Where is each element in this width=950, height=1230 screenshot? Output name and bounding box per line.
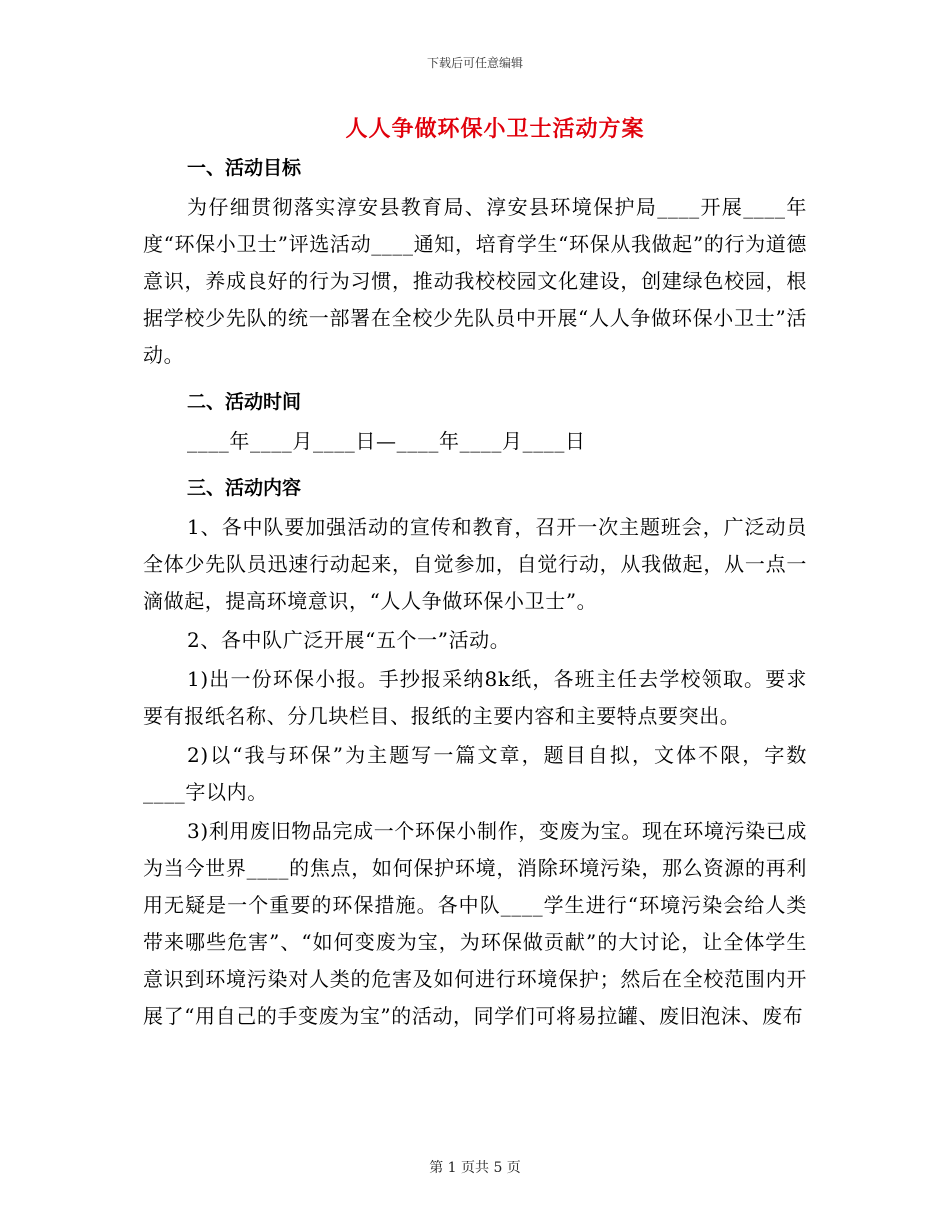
goal-paragraph: 为仔细贯彻落实淳安县教育局、淳安县环境保护局____开展____年度“环保小卫士”评选活动____通知，培育学生“环保从我做起”的行为道德意识，养成良好的行为习惯，推动我校校园文化建设，创建绿色校园，根据学校少先队的统一部署在全校少先队员中开展“人人争做环保小卫士”活动。 bbox=[143, 195, 807, 367]
content-item-2: 2、各中队广泛开展“五个一”活动。 bbox=[187, 628, 511, 652]
content-item-1: 1、各中队要加强活动的宣传和教育，召开一次主题班会，广泛动员全体少先队员迅速行动起来，自觉参加，自觉行动，从我做起，从一点一滴做起，提高环境意识，“人人争做环保小卫士”。 bbox=[143, 515, 807, 613]
section-heading-goal: 一、活动目标 bbox=[187, 157, 302, 179]
content-subitem-3: 3)利用废旧物品完成一个环保小制作，变废为宝。现在环境污染已成为当今世界____的焦点，如何保护环境，消除环境污染，那么资源的再利用无疑是一个重要的环保措施。各中队____学生进行“环境污染会给人类带来哪些危害”、“如何变废为宝，为环保做贡献”的大讨论，让全体学生意识到环境污染对人类的危害及如何进行环境保护；然后在全校范围内开展了“用自己的手变废为宝”的活动，同学们可将易拉罐、废旧泡沫、废布 bbox=[143, 819, 807, 1028]
content-subitem-1: 1)出一份环保小报。手抄报采纳8k纸，各班主任去学校领取。要求要有报纸名称、分几块栏目、报纸的主要内容和主要特点要突出。 bbox=[143, 667, 807, 728]
section-heading-time: 二、活动时间 bbox=[187, 391, 302, 413]
document-title: 人人争做环保小卫士活动方案 bbox=[345, 116, 645, 142]
section-heading-content: 三、活动内容 bbox=[187, 477, 302, 499]
header-note: 下载后可任意编辑 bbox=[426, 56, 523, 70]
page-number: 第 1 页共 5 页 bbox=[429, 1160, 521, 1176]
time-paragraph: ____年____月____日—____年____月____日 bbox=[187, 429, 586, 453]
content-subitem-2: 2)以“我与环保”为主题写一篇文章，题目自拟，文体不限，字数____字以内。 bbox=[143, 743, 807, 804]
document-body bbox=[143, 150, 807, 1037]
